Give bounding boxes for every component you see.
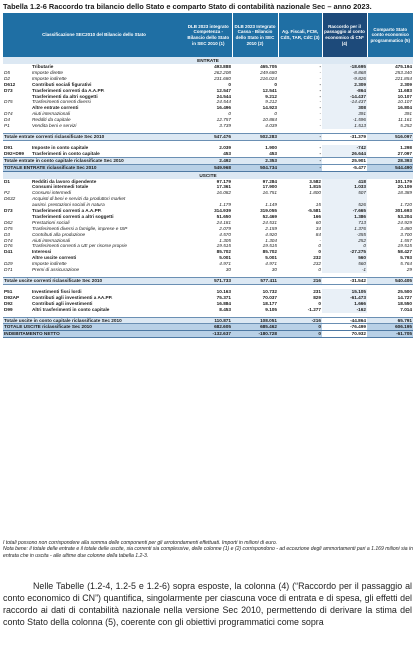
cell-agenzie: -	[319, 99, 322, 105]
cell-conto-stato: 24.929	[397, 219, 413, 225]
cell-conto-stato: 2.309	[400, 81, 413, 87]
cell-cassa: 319.055	[260, 208, 278, 214]
cell-competenza: 24.544	[216, 99, 232, 105]
total-uscite-correnti	[3, 278, 413, 285]
cell-cassa: 10.884	[262, 117, 278, 123]
cell-raccordo: -8.868	[322, 70, 367, 76]
cell-conto-stato: 1.298	[400, 144, 413, 150]
cell-conto-stato: 7.014	[400, 306, 413, 312]
cell-competenza: 2.039	[219, 144, 232, 150]
cell-competenza: 0	[228, 81, 232, 87]
header-col3: Ag. Fiscali, FCM, CdS, TAR, CdC (3)	[278, 13, 322, 57]
cell-agenzie: 1.800	[309, 190, 322, 196]
indebitamento-netto-cassa: -180.728	[232, 331, 278, 338]
section-entrate	[3, 57, 413, 64]
cell-conto-stato: 27.097	[397, 150, 413, 156]
header-col4: Raccordo per il passaggio al conto economico di CN* (4)	[322, 13, 367, 57]
cell-raccordo: 2.309	[322, 82, 367, 88]
cell-competenza: 97.179	[216, 178, 232, 184]
cell-competenza: 51.650	[216, 213, 232, 219]
cell-competenza: 17.361	[216, 184, 232, 190]
cell-competenza: 4.570	[219, 231, 232, 237]
cell-agenzie: 0	[318, 300, 322, 306]
row-code: D5	[4, 69, 10, 75]
row-code: D41	[4, 249, 13, 255]
cell-conto-stato: 25.500	[397, 288, 413, 294]
row-label: Trasferimenti da altri soggetti	[32, 93, 98, 99]
cell-conto-stato: 29	[406, 267, 413, 273]
row-code: P2	[4, 190, 10, 196]
cell-cassa: 12.541	[262, 87, 278, 93]
cell-agenzie: -	[319, 144, 322, 150]
cell-cassa: 1.149	[265, 202, 278, 208]
table-notes	[3, 540, 413, 559]
cell-raccordo: -1.596	[322, 117, 367, 123]
indebitamento-netto-raccordo: 70.932	[322, 331, 367, 338]
total-uscite-capitale-raccordo: -44.864	[322, 317, 367, 324]
row-code: D75	[4, 99, 13, 105]
cell-cassa: 0	[274, 81, 278, 87]
cell-conto-stato: 18.550	[397, 300, 413, 306]
cell-raccordo: -14.437	[322, 99, 367, 105]
cell-competenza: 4.971	[219, 261, 232, 267]
cell-cassa: 5.001	[265, 255, 278, 261]
cell-agenzie: -	[319, 87, 322, 93]
table-title	[3, 2, 413, 11]
cell-agenzie: -	[319, 111, 322, 117]
section-uscite	[3, 171, 413, 179]
total-entrate-correnti-competenza: 547.476	[185, 133, 232, 140]
cell-cassa: 52.469	[262, 213, 278, 219]
section-uscite-label: USCITE	[3, 171, 413, 179]
row-code: D99	[4, 306, 13, 312]
row-label: Consumi intermedi totale	[32, 184, 89, 190]
cell-raccordo: 252	[322, 238, 367, 244]
cell-conto-stato: 10.107	[397, 93, 413, 99]
cell-raccordo: 560	[322, 255, 367, 261]
cell-agenzie: -5.581	[307, 208, 322, 214]
total-entrate-capitale-cassa: 2.353	[232, 157, 278, 164]
cell-competenza: 493.888	[214, 64, 232, 69]
total-uscite-capitale-agenzie: -216	[278, 317, 322, 324]
cell-raccordo: -27.275	[322, 249, 367, 255]
row-code: D4	[4, 117, 10, 123]
cell-agenzie: 60	[315, 219, 322, 225]
cell-competenza: 1.305	[219, 237, 232, 243]
cell-agenzie: 84	[315, 231, 322, 237]
row-label: Imposte in conto capitale	[32, 144, 89, 150]
cell-conto-stato: 16.804	[397, 105, 413, 111]
row-code: D91	[4, 144, 13, 150]
cell-cassa: 0	[274, 111, 278, 117]
total-entrate-correnti-raccordo: -31.379	[322, 133, 367, 140]
cell-cassa: 24.531	[262, 219, 278, 225]
row-code: D92AP	[4, 294, 20, 300]
cell-competenza: 30	[225, 267, 232, 273]
cell-agenzie: -	[319, 117, 322, 123]
cell-raccordo: 507	[322, 190, 367, 196]
total-entrate-correnti-agenzie: -	[278, 133, 322, 140]
cell-conto-stato: 11.161	[398, 117, 413, 123]
indebitamento-netto	[3, 331, 413, 338]
cell-raccordo: -18.695	[322, 64, 367, 70]
row-label: Vendita beni e servizi	[32, 123, 77, 129]
row-label: Trasferimenti in conto capitale	[32, 150, 100, 156]
total-entrate-capitale-competenza: 2.492	[185, 157, 232, 164]
total-uscite-correnti-cassa: 577.411	[232, 278, 278, 285]
total-uscite-capitale-label: Totale uscite in conto capitale riclassificate Sec 2010	[3, 317, 185, 324]
row-code: D62	[4, 219, 13, 225]
total-entrate-capitale-raccordo: 25.901	[322, 157, 367, 164]
cell-competenza: 16.496	[216, 105, 232, 111]
indebitamento-netto-competenza: -132.637	[185, 331, 232, 338]
total-uscite-agenzie: 0	[278, 324, 322, 331]
row-code: D3	[4, 231, 10, 237]
cell-agenzie: -	[319, 69, 322, 75]
total-uscite-correnti-conto-stato: 540.405	[367, 278, 413, 285]
cell-raccordo: 1.376	[322, 226, 367, 232]
cell-agenzie: 232	[313, 261, 322, 267]
cell-cassa: 9.212	[265, 93, 278, 99]
cell-cassa: 30	[271, 267, 278, 273]
row-label: Redditi da capitale	[32, 117, 71, 123]
cell-cassa: 1.304	[265, 237, 278, 243]
row-label: Trasferimenti correnti a A.A.PP.	[32, 208, 102, 214]
row-code: D73	[4, 87, 13, 93]
row-label: Altri trasferimenti in conto capitale	[32, 306, 110, 312]
row-label: Tributarie	[32, 64, 54, 69]
row-label: Investimenti fissi lordi	[32, 288, 82, 294]
cell-competenza: 10.163	[216, 288, 232, 294]
cell-conto-stato: 18.389	[397, 190, 413, 196]
row-label: Imposte indirette	[32, 75, 67, 81]
row-label: Redditi da lavoro dipendente	[32, 178, 97, 184]
cell-cassa: 9.212	[265, 99, 278, 105]
total-entrate-label: TOTALE ENTRATE riclassificate Sec 2010	[3, 164, 185, 171]
row-label: Prestazioni sociali	[32, 219, 70, 225]
row-code: D1	[4, 178, 10, 184]
cell-conto-stato: 301.693	[395, 208, 413, 214]
row-code: D75	[4, 225, 13, 231]
cell-raccordo: 0	[322, 243, 367, 249]
row-label: Trasferimenti correnti da A.A.PP.	[32, 87, 105, 93]
total-entrate-agenzie: -	[278, 164, 322, 171]
row-code: D76	[4, 243, 13, 249]
total-uscite-cassa: 685.462	[232, 324, 278, 331]
cell-raccordo: 1.033	[322, 184, 367, 190]
row-label: Aiuti internazionali	[32, 237, 71, 243]
total-entrate-correnti	[3, 133, 413, 140]
cell-agenzie: 166	[313, 213, 322, 219]
total-uscite-competenza: 682.605	[185, 324, 232, 331]
cell-conto-stato: 11.683	[397, 87, 413, 93]
row-label: Contributi agli investimenti	[32, 300, 93, 306]
cell-competenza: 3.739	[219, 123, 232, 129]
cell-conto-stato: 1.720	[400, 202, 413, 208]
cell-cassa: 465.705	[260, 64, 278, 69]
row-code: D74	[4, 237, 13, 243]
row-label: Trasferimenti correnti diversi	[32, 99, 91, 105]
row-label: Imposte indirette	[32, 261, 67, 267]
cell-raccordo: 391	[322, 111, 367, 117]
cell-agenzie: 0	[318, 243, 322, 249]
cell-conto-stato: 221.854	[395, 75, 413, 81]
row-label: Interessi	[32, 249, 52, 255]
total-entrate-raccordo: -5.477	[322, 164, 367, 171]
total-uscite-label: TOTALE USCITE riclassificate Sec 2010	[3, 324, 185, 331]
cell-agenzie: 0	[318, 249, 322, 255]
cell-conto-stato: 3.480	[400, 225, 413, 231]
cell-agenzie: 0	[318, 267, 322, 273]
row-code: D71	[4, 267, 13, 273]
cell-conto-stato: 3.700	[400, 231, 413, 237]
cell-conto-stato: 10.107	[397, 99, 413, 105]
total-entrate-capitale	[3, 157, 413, 164]
total-entrate-capitale-agenzie: -	[278, 157, 322, 164]
cell-raccordo: 26.644	[322, 151, 367, 157]
cell-cassa: 1.900	[265, 144, 278, 150]
cell-conto-stato: 19.515	[397, 243, 413, 249]
cell-agenzie: -	[319, 237, 322, 243]
header-col2: DLB 2023 Integrato Cassa - Bilancio dello Stato in SEC 2010 (2)	[232, 13, 278, 57]
cell-cassa: 249.680	[260, 69, 278, 75]
cell-raccordo: 15.105	[322, 289, 367, 295]
header-col5: Comparto Stato conto economico programmatico (5)	[367, 13, 413, 57]
cell-cassa: 85.702	[262, 249, 278, 255]
cell-conto-stato: 58.427	[397, 249, 413, 255]
cell-conto-stato: 5.252	[400, 123, 413, 129]
cell-cassa: 17.900	[262, 184, 278, 190]
cell-conto-stato: 101.179	[395, 178, 413, 184]
cell-agenzie: 231	[313, 288, 322, 294]
cell-conto-stato: 53.204	[397, 213, 413, 219]
cell-cassa: 14.923	[262, 105, 278, 111]
cell-raccordo: -7.665	[322, 208, 367, 214]
row-label: Premi di assicurazione	[32, 267, 80, 273]
cell-conto-stato: 475.194	[395, 64, 413, 69]
row-code: D632	[4, 196, 16, 202]
total-entrate-capitale-label: Totale entrate in conto capitale riclassificate Sec 2010	[3, 157, 185, 164]
row-label: ausimi. prestazioni sociali in natura	[32, 202, 105, 208]
cell-conto-stato: 5.764	[400, 261, 413, 267]
total-uscite-capitale-conto-stato: 65.791	[367, 317, 413, 324]
note-nb: Nota bene: il totale delle entrate e il totale delle uscite, sia correnti sia complessive, delle colonne (1) e (2) corrispondono - ad eccezione degli ammortamenti pari a 1.169 milioni sia in entrata che in uscita - alle ultime due colonne della tabella 1.2-3.	[3, 546, 413, 559]
cell-agenzie: 34	[315, 225, 322, 231]
indebitamento-netto-label: INDEBITAMENTO NETTO	[3, 331, 185, 338]
row-label: Aiuti internazionali	[32, 111, 71, 117]
cell-competenza: 0	[228, 111, 232, 117]
cell-agenzie: 232	[313, 255, 322, 261]
total-uscite-capitale-cassa: 108.051	[232, 317, 278, 324]
row-label: Trasferimenti correnti a altri soggetti	[32, 213, 114, 219]
cell-raccordo: 713	[322, 220, 367, 226]
row-code: D92+D99	[4, 150, 24, 156]
cell-raccordo: -9.826	[322, 76, 367, 82]
cell-raccordo: 560	[322, 261, 367, 267]
cell-agenzie: -	[319, 150, 322, 156]
cell-cassa: 97.284	[262, 178, 278, 184]
cell-raccordo: -1	[322, 267, 367, 273]
cell-competenza: 1.179	[219, 202, 232, 208]
total-entrate-cassa: 504.734	[232, 164, 278, 171]
cell-competenza: 85.702	[216, 249, 232, 255]
cell-cassa: 16.751	[262, 190, 278, 196]
cell-agenzie: -	[319, 64, 322, 69]
cell-raccordo: 418	[322, 179, 367, 185]
table-header	[3, 13, 413, 57]
row-label: Contributi sociali figurativi	[32, 81, 92, 87]
total-entrate-correnti-conto-stato: 516.097	[367, 133, 413, 140]
cell-conto-stato: 20.109	[397, 184, 413, 190]
row-label: Consumi intermedi	[32, 190, 72, 196]
cell-raccordo: 1.513	[322, 123, 367, 129]
cell-competenza: 262.208	[214, 69, 232, 75]
total-uscite-correnti-raccordo: -31.542	[322, 278, 367, 285]
total-uscite	[3, 324, 413, 331]
cell-agenzie: -	[319, 75, 322, 81]
cell-competenza: 8.453	[219, 306, 232, 312]
row-label: Trasferimenti diversi a famiglie, imprese e ISP	[32, 225, 128, 231]
table-number: Tabella 1.2-6	[3, 2, 47, 11]
row-code: D74	[4, 111, 13, 117]
cell-cassa: 19.515	[262, 243, 278, 249]
cell-raccordo: 308	[322, 105, 367, 111]
row-label: Contributi alla produzione	[32, 231, 86, 237]
total-uscite-correnti-label: Totale uscite correnti riclassificate Sec 2010	[3, 278, 185, 285]
total-entrate-capitale-conto-stato: 28.393	[367, 157, 413, 164]
row-label: Altre entrate correnti	[32, 105, 79, 111]
cell-competenza: 314.939	[214, 208, 232, 214]
cell-cassa: 216.024	[260, 75, 278, 81]
cell-competenza: 19.515	[216, 243, 232, 249]
cell-cassa: 10.732	[262, 288, 278, 294]
cell-raccordo: 1.666	[322, 301, 367, 307]
cell-competenza: 12.547	[216, 87, 232, 93]
cell-conto-stato: 5.793	[400, 255, 413, 261]
row-label: Imposte dirette	[32, 69, 64, 75]
cell-agenzie: 15	[315, 202, 322, 208]
cell-conto-stato: 1.557	[400, 237, 413, 243]
note-rounding: I totali possono non corrispondere alla somma delle componenti per gli arrotondamenti effettuati. Importi in milioni di euro.	[3, 540, 278, 546]
row-label: Altre uscite correnti	[32, 255, 77, 261]
cell-raccordo: -742	[322, 145, 367, 151]
total-uscite-correnti-agenzie: 216	[278, 278, 322, 285]
row-label: Acquisti di beni e servizi da produttori market	[32, 196, 126, 202]
cell-raccordo: -14.437	[322, 94, 367, 100]
cell-competenza: 453	[223, 150, 232, 156]
table-caption: Raccordo tra bilancio dello Stato e comparto Stato di contabilità nazionale Sec – anno 2023.	[46, 2, 372, 11]
row-code: D2	[4, 75, 10, 81]
cell-cassa: 9.105	[265, 306, 278, 312]
total-uscite-conto-stato: 606.195	[367, 324, 413, 331]
indebitamento-netto-conto-stato: -61.705	[367, 331, 413, 338]
header-classification: Classificazione SEC2010 del Bilancio dello Stato	[3, 13, 185, 57]
cell-cassa: 18.177	[262, 300, 278, 306]
total-entrate	[3, 164, 413, 171]
cell-agenzie: -	[319, 123, 322, 129]
cell-agenzie: -	[319, 105, 322, 111]
cell-competenza: 231.680	[214, 75, 232, 81]
cell-competenza: 16.884	[216, 300, 232, 306]
cell-agenzie: -	[319, 81, 322, 87]
cell-cassa: 4.971	[265, 261, 278, 267]
row-code: D92	[4, 300, 13, 306]
cell-competenza: 16.082	[216, 190, 232, 196]
total-uscite-correnti-competenza: 571.733	[185, 278, 232, 285]
cell-cassa: 4.039	[265, 123, 278, 129]
cell-conto-stato: 14.727	[397, 294, 413, 300]
cell-raccordo: -61.473	[322, 295, 367, 301]
total-entrate-competenza: 549.968	[185, 164, 232, 171]
cell-competenza: 75.371	[216, 294, 232, 300]
cell-agenzie: 1.815	[309, 184, 322, 190]
cell-agenzie: -1.277	[307, 306, 322, 312]
cell-raccordo: 1.386	[322, 214, 367, 220]
total-entrate-conto-stato: 544.490	[367, 164, 413, 171]
cell-competenza: 5.001	[219, 255, 232, 261]
row-label: Contributi agli investimenti a AA.PP.	[32, 294, 113, 300]
cell-conto-stato: 391	[404, 111, 413, 117]
cell-agenzie: -	[319, 93, 322, 99]
cell-cassa: 2.159	[265, 225, 278, 231]
total-uscite-capitale-competenza: 110.871	[185, 317, 232, 324]
total-uscite-raccordo: -76.499	[322, 324, 367, 331]
cell-raccordo: 526	[322, 202, 367, 208]
row-code: D29	[4, 261, 13, 267]
row-code: P51	[4, 288, 13, 294]
total-entrate-correnti-cassa: 502.283	[232, 133, 278, 140]
cell-cassa: 453	[269, 150, 278, 156]
body-paragraph: Nelle Tabelle (1.2-4, 1.2-5 e 1.2-6) sopra esposte, la colonna (4) (“Raccordo per il passaggio al conto economico di CN”) quantifica, singolarmente per ciascuna voce di entrata e di spesa, gli effetti del raccordo ai dati di contabilità nazionale nella versione Sec 2010, permettendo di derivare la stima del conto Stato della colonna (5), coerente con gli obiettivi programmatici come sopra	[3, 581, 412, 628]
header-col1: DLB 2023 integrato Competenza - Bilancio dello Stato in SEC 2010 (1)	[185, 13, 232, 57]
row-label: Trasferimenti correnti a UE per risorse proprie	[32, 243, 127, 249]
cell-raccordo: -162	[322, 307, 367, 313]
row-code: D73	[4, 208, 13, 214]
cell-cassa: 70.037	[262, 294, 278, 300]
total-uscite-capitale	[3, 317, 413, 324]
cell-conto-stato: 253.340	[395, 69, 413, 75]
cell-cassa: 4.920	[265, 231, 278, 237]
section-entrate-label: ENTRATE	[3, 57, 413, 64]
cell-competenza: 24.544	[216, 93, 232, 99]
cell-competenza: 24.181	[216, 219, 232, 225]
cell-agenzie: 829	[313, 294, 322, 300]
cell-competenza: 2.079	[219, 225, 232, 231]
cell-raccordo: -355	[322, 232, 367, 238]
reconciliation-table	[3, 13, 413, 338]
indebitamento-netto-agenzie: 0	[278, 331, 322, 338]
cell-raccordo: -864	[322, 88, 367, 94]
cell-agenzie: 3.582	[309, 178, 322, 184]
row-code: D612	[4, 81, 16, 87]
cell-competenza: 12.757	[216, 117, 232, 123]
row-code: P1	[4, 123, 10, 129]
total-entrate-correnti-label: Totale entrate correnti riclassificate Sec 2010	[3, 133, 185, 140]
